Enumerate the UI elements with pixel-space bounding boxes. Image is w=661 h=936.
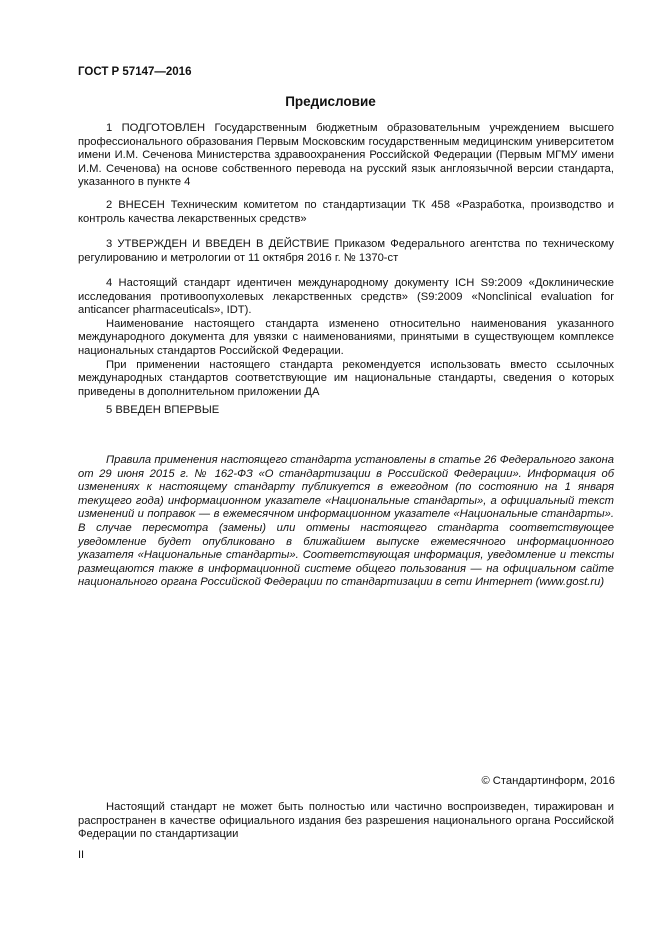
paragraph-approved [78,238,614,265]
paragraph-text: 5 ВВЕДЕН ВПЕРВЫЕ [106,404,220,416]
copyright-line: © Стандартинформ, 2016 [481,775,615,787]
page-title: Предисловие [285,94,376,109]
rights-statement [78,801,614,842]
document-id-header: ГОСТ Р 57147—2016 [78,66,192,78]
paragraph-text: 2 ВНЕСЕН Техническим комитетом по стандартизации ТК 458 «Разработка, производство и контроль качества лекарственных средств» [78,199,614,225]
paragraph-text: 3 УТВЕРЖДЕН И ВВЕДЕН В ДЕЙСТВИЕ Приказом Федерального агентства по техническому регулированию и метрологии от 11 октября 2016 г. № 1370-ст [78,238,614,264]
paragraph-prepared-by [78,122,614,190]
rights-text: Настоящий стандарт не может быть полностью или частично воспроизведен, тиражирован и распространен в качестве официального издания без разрешения национального органа Российской Федерации по стандартизации [78,801,614,841]
notice-text: Правила применения настоящего стандарта установлены в статье 26 Федерального закона от 29 июня 2015 г. № 162-ФЗ «О стандартизации в Российской Федерации». Информация об изменениях к настоящему стандарту публикуется в ежегодном (по состоянию на 1 января текущего года) информационном указателе «Национальные стандарты», а официальный текст изменений и поправок — в ежемесячном информационном указателе «Национальные стандарты». В случае пересмотра (замены) или отмены настоящего стандарта соответствующее уведомление будет опубликовано в ближайшем выпуске ежемесячного информационного указателя «Национальные стандарты». Соответствующая информация, уведомление и тексты размещаются также в информационной системе общего пользования — на официальном сайте национального органа Российской Федерации по стандартизации в сети Интернет (www.gost.ru) [78,454,614,589]
paragraph-text: Наименование настоящего стандарта изменено относительно наименования указанного международного документа для увязки с наименованиями, принятыми в существующем комплексе национальных стандартов Российской Федерации. [78,317,614,357]
standard-notice [78,454,614,590]
paragraph-identity [78,277,614,399]
paragraph-text: 4 Настоящий стандарт идентичен международному документу ICH S9:2009 «Доклинические исследования противоопухолевых лекарственных средств» (S9:2009 «Nonclinical evaluation for anticancer pharmaceuticals», IDT). [78,277,614,317]
paragraph-text: 1 ПОДГОТОВЛЕН Государственным бюджетным образовательным учреждением высшего профессионального образования Первым Московским государственным медицинским университетом имени И.М. Сеченова Министерства здравоохранения Российской Федерации (Первым МГМУ имени И.М. Сеченова) на основе собственного перевода на русский язык англоязычной версии стандарта, указанного в пункте 4 [78,122,614,189]
paragraph-text: При применении настоящего стандарта рекомендуется использовать вместо ссылочных международных стандартов соответствующие им национальные стандарты, сведения о которых приведены в дополнительном приложении ДА [78,358,614,398]
paragraph-introduced-by [78,199,614,226]
paragraph-first-introduced [78,404,614,418]
page-number: II [78,849,85,861]
